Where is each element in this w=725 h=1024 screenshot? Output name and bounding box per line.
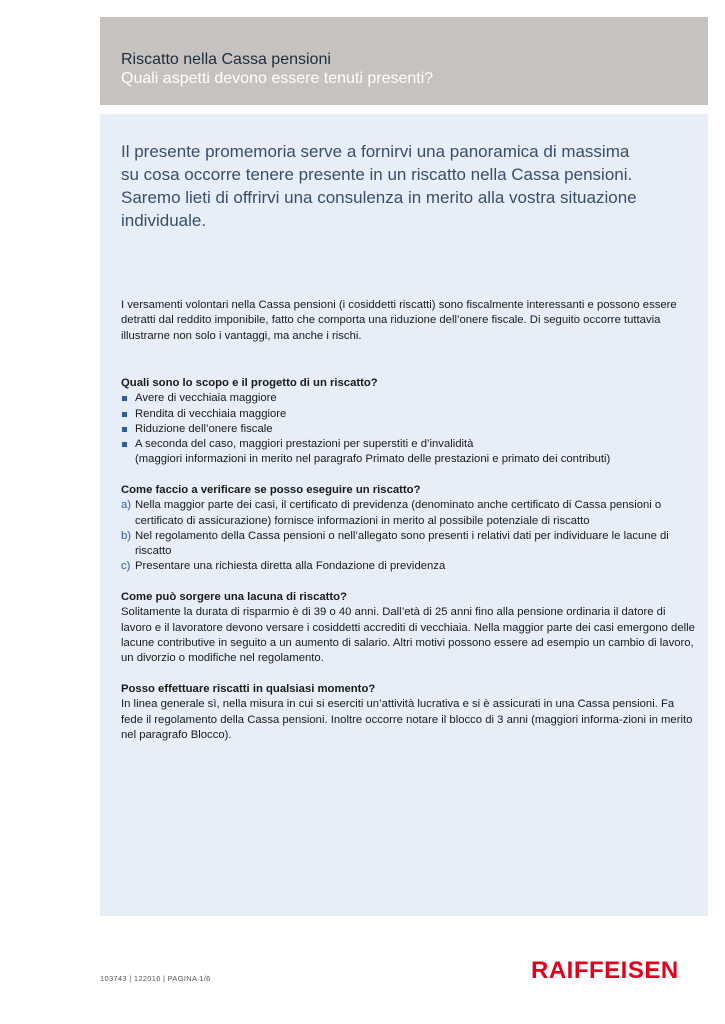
section-heading: Come faccio a verificare se posso eseguire un riscatto? [121,484,421,496]
content-panel [100,114,708,916]
list-item: Rendita di vecchiaia maggiore [121,407,696,422]
bullet-square-icon [122,412,127,417]
section-heading: Posso effettuare riscatti in qualsiasi momento? [121,683,376,695]
document-subtitle: Quali aspetti devono essere tenuti presenti? [121,70,434,87]
raiffeisen-logo: RAIFFEISEN [531,957,679,984]
list-item: Avere di vecchiaia maggiore [121,391,696,406]
section-body: Solitamente la durata di risparmio è di 39 o 40 anni. Dall’età di 25 anni fino alla pensione ordinaria il datore di lavoro e il lavoratore devono versare i cosiddetti accrediti di vecchiaia. Nella maggior parte dei casi emergono delle lacune contributive in seguito a un aumento di salario. Altri motivi possono essere ad esempio un cambio di lavoro, un divorzio o modifiche nel regolamento. [121,606,695,665]
lead-text: Il presente promemoria serve a fornirvi una panoramica di massima su cosa occorre tenere presente in un riscatto nella Cassa pensioni. Saremo lieti di offrirvi una consulenza in merito alla vostra situazione individuale. [121,142,637,230]
intro-text: I versamenti volontari nella Cassa pensioni (i cosiddetti riscatti) sono fiscalmente interessanti e possono essere detratti dal reddito imponibile, fatto che comporta una riduzione dell’onere fiscale. Di seguito occorre tuttavia illustrarne non solo i vantaggi, ma anche i rischi. [121,299,677,342]
intro-paragraph [121,298,691,344]
list-item: b) Nel regolamento della Cassa pensioni o nell’allegato sono presenti i relativi dati per individuare le lacune di riscatto [121,529,669,558]
document-code: 103743 | 122016 | PAGINA 1/6 [100,974,211,983]
section-purpose [121,376,696,468]
purpose-note: (maggiori informazioni in merito nel paragrafo Primato delle prestazioni e primato dei contributi) [135,453,611,466]
list-item: a) Nella maggior parte dei casi, il certificato di previdenza (denominato anche certificato di Cassa pensioni o certificato di assicurazione) fornisce informazioni in merito al possibile potenziale di riscatto [121,499,662,527]
purpose-list [121,391,696,452]
section-timing [121,682,696,743]
section-body: In linea generale sì, nella misura in cui si eserciti un’attività lucrativa e si è assicurati in una Cassa pensioni. Fa fede il regolamento della Cassa pensioni. Inoltre occorre notare il blocco di 3 anni (maggiori informa-zioni in merito nel paragrafo Blocco). [121,698,693,741]
document-header [100,17,708,105]
verify-list [121,498,696,574]
document-title: Riscatto nella Cassa pensioni [121,51,331,68]
list-item: Riduzione dell’onere fiscale [121,422,696,437]
list-letter: c) [121,560,131,573]
list-item: c) Presentare una richiesta diretta alla Fondazione di previdenza [121,559,696,574]
list-letter: a) [121,499,132,512]
lead-paragraph [121,140,651,232]
section-verify [121,483,696,575]
bullet-square-icon [122,396,127,401]
section-heading: Come può sorgere una lacuna di riscatto? [121,591,347,603]
bullet-square-icon [122,442,127,447]
section-gap [121,590,696,666]
list-item: A seconda del caso, maggiori prestazioni per superstiti e d’invalidità [121,437,696,452]
section-heading: Quali sono lo scopo e il progetto di un riscatto? [121,377,378,389]
list-letter: b) [121,529,132,542]
bullet-square-icon [122,427,127,432]
